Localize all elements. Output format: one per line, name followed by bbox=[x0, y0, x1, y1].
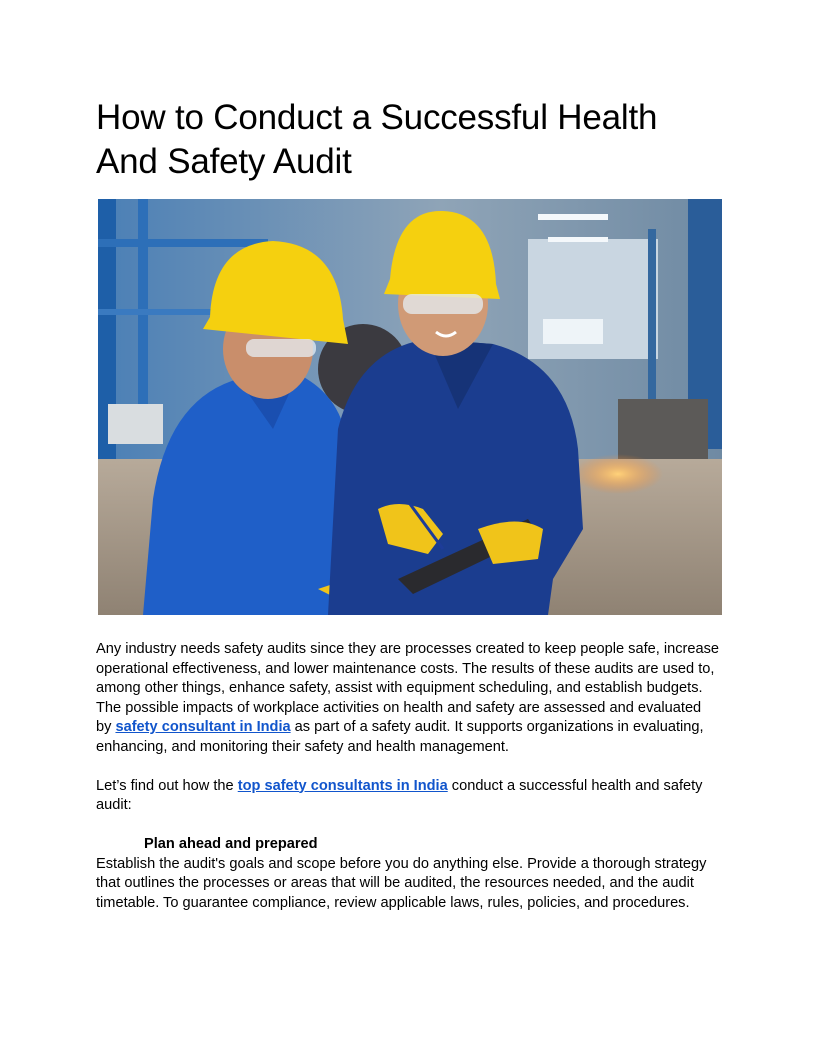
lead-in-paragraph bbox=[96, 777, 720, 816]
paragraph-text: as part of a safety audit. It supports organizations in evaluating, enhancing, and monitoring their safety and health management. bbox=[96, 719, 704, 755]
paragraph-text: Let’s find out how the bbox=[96, 777, 238, 794]
top-safety-consultants-link[interactable]: top safety consultants in India bbox=[237, 777, 448, 794]
section-heading: Plan ahead and prepared bbox=[144, 836, 318, 852]
document-page bbox=[96, 96, 720, 913]
hero-image bbox=[98, 199, 722, 615]
intro-paragraph: Any industry needs safety audits since they are processes created to keep people safe, increase operational effectiveness, and lower maintenance costs. The results of these audits are used to, among other things, enhance safety, assist with equipment scheduling, and establish budgets. bbox=[96, 641, 720, 696]
article-body bbox=[96, 640, 720, 913]
planning-paragraph: Establish the audit's goals and scope before you do anything else. Provide a thorough strategy that outlines the processes or areas that will be audited, the resources needed, and the audit timetable. To guarantee compliance, review applicable laws, rules, policies, and procedures. bbox=[96, 855, 707, 911]
paragraph-spacer bbox=[96, 816, 720, 836]
page-title: How to Conduct a Successful Health And Safety Audit bbox=[96, 98, 658, 181]
paragraph-spacer bbox=[96, 757, 720, 777]
workers-photo-icon bbox=[98, 199, 722, 615]
safety-consultant-link[interactable]: safety consultant in India bbox=[115, 719, 291, 735]
paragraph-text: The possible impacts of workplace activities on health and safety are assessed and evaluated by bbox=[96, 699, 702, 735]
audit-description-paragraph bbox=[96, 699, 720, 758]
paragraph-text: conduct a successful health and safety audit: bbox=[96, 777, 703, 813]
